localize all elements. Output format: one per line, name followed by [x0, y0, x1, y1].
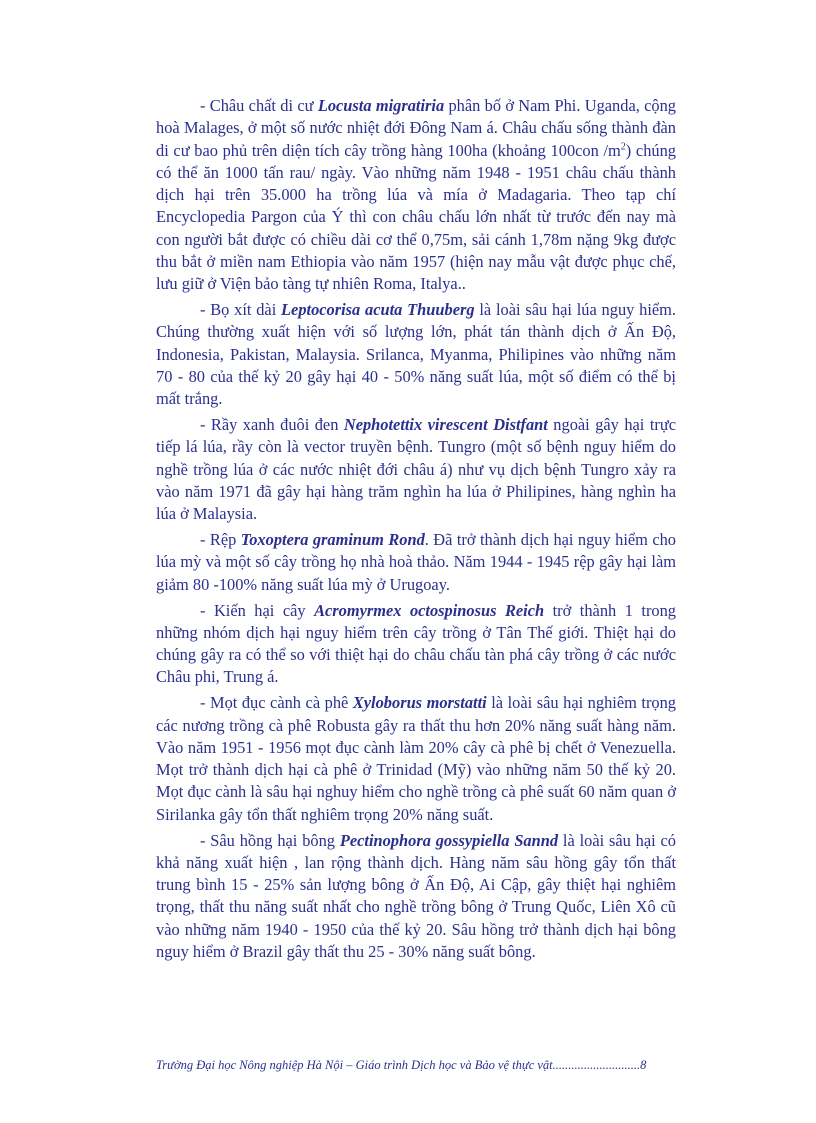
species-name: Leptocorisa acuta Thuuberg — [281, 300, 475, 320]
paragraph-rice-bug: - Bọ xít dài Leptocorisa acuta Thuuberg là loài sâu hại lúa nguy hiểm. Chúng thường xuất hiện với số lượng lớn, phát tán thành dịch ở Ấn Độ, Indonesia, Pakistan, Malaysia. Srilanca, Myanma, Philipines vào những năm 70 - 80 của thế kỷ 20 gây hại 40 - 50% năng suất lúa, một số điểm có thể bị mất trắng. — [156, 300, 676, 409]
body-text — [156, 95, 676, 967]
paragraph-bollworm: - Sâu hồng hại bông Pectinophora gossypiella Sannd là loài sâu hại có khả năng xuất hiện , lan rộng thành dịch. Hàng năm sâu hồng gây tổn thất trung bình 15 - 25% sản lượng bông ở Ấn Độ, Ai Cập, gây thiệt hại nghiêm trọng, thất thu năng suất nhất cho nghề trồng bông ở Trung Quốc, Liên Xô cũ vào những năm 1940 - 1950 của thế kỷ 20. Sâu hồng trở thành dịch hại bông nguy hiểm ở Brazil gây thất thu 25 - 30% năng suất bông. — [156, 830, 676, 961]
paragraph-aphid: - Rệp Toxoptera graminum Rond. Đã trở thành dịch hại nguy hiểm cho lúa mỳ và một số cây trồng họ nhà hoà thảo. Năm 1944 - 1945 rệp gây hại làm giảm 80 -100% năng suất lúa mỳ ở Urugoay. — [156, 530, 676, 594]
paragraph-ant: - Kiến hại cây Acromyrmex octospinosus Reich trở thành 1 trong những nhóm dịch hại nguy hiểm trên cây trồng ở Tân Thế giới. Thiệt hại do chúng gây ra có thể so với thiệt hại do châu chấu tàn phá cây trồng ở các nước Châu phi, Trung á. — [156, 600, 676, 687]
page-number: 8 — [640, 1058, 647, 1072]
paragraph-leafhopper: - Rầy xanh đuôi đen Nephotettix virescent Distfant ngoài gây hại trực tiếp lá lúa, rầy còn là vector truyền bệnh. Tungro (một số bệnh nguy hiểm do nghề trồng lúa ở các nước nhiệt đới châu á) như vụ dịch bệnh Tungro xảy ra vào năm 1971 đã gây hại hàng trăm nghìn ha lúa ở Philipines, hàng nghìn ha lúa ở Malaysia. — [156, 415, 676, 524]
footer-text: Trường Đại học Nông nghiệp Hà Nội – Giáo trình Dịch học và Bảo vệ thực vật — [156, 1058, 553, 1072]
species-name: Xyloborus morstatti — [352, 693, 487, 713]
superscript: 2 — [620, 141, 626, 153]
paragraph-coffee-borer: - Mọt đục cành cà phê Xyloborus morstatti là loài sâu hại nghiêm trọng các nương trồng cà phê Robusta gây ra thất thu hơn 20% năng suất hàng năm. Vào năm 1951 - 1956 mọt đục cành làm 20% cây cà phê bị chết ở Venezuella. Mọt trở thành dịch hại cà phê ở Trinidad (Mỹ) vào những năm 50 thế kỷ 20. Mọt đục cành là sâu hại nghuy hiểm cho nghề trồng cà phê suất 60 năm quan ở Sirilanka gây tổn thất nghiêm trọng 20% năng suất. — [156, 693, 676, 824]
species-name: Toxoptera graminum Rond — [240, 530, 425, 550]
species-name: Acromyrmex octospinosus Reich — [314, 600, 545, 620]
species-name: Locusta migratiria — [317, 96, 445, 115]
footer-dots: ............................ — [552, 1058, 641, 1072]
species-name: Nephotettix virescent Distfant — [343, 415, 548, 435]
page-footer — [156, 1058, 656, 1073]
paragraph-locust: - Châu chất di cư Locusta migratiria phân bố ở Nam Phi. Uganda, cộng hoà Malages, ở một số nước nhiệt đới Đông Nam á. Châu chấu sống thành đàn di cư bao phủ trên diện tích cây trồng hàng 100ha (khoảng 100con $/m^2$) chúng có thể ăn 1000 tấn rau/ ngày. Vào những năm 1948 - 1951 châu chấu thành dịch hại trên 35.000 ha trồng lúa và mía ở Madagaria. Theo tạp chí Encyclopedia Pargon của Ý thì con châu chấu lớn nhất từ trước đến nay mà con người bắt được có chiều dài cơ thể 0,75m, sải cánh 1,78m nặng 9kg được thu bắt ở miền nam Ethiopia vào năm 1957 (hiện nay mẫu vật được phục chế, lưu giữ ở Viện bảo tàng tự nhiên Roma, Italya.. — [156, 96, 676, 294]
species-name: Pectinophora gossypiella Sannd — [339, 830, 559, 850]
